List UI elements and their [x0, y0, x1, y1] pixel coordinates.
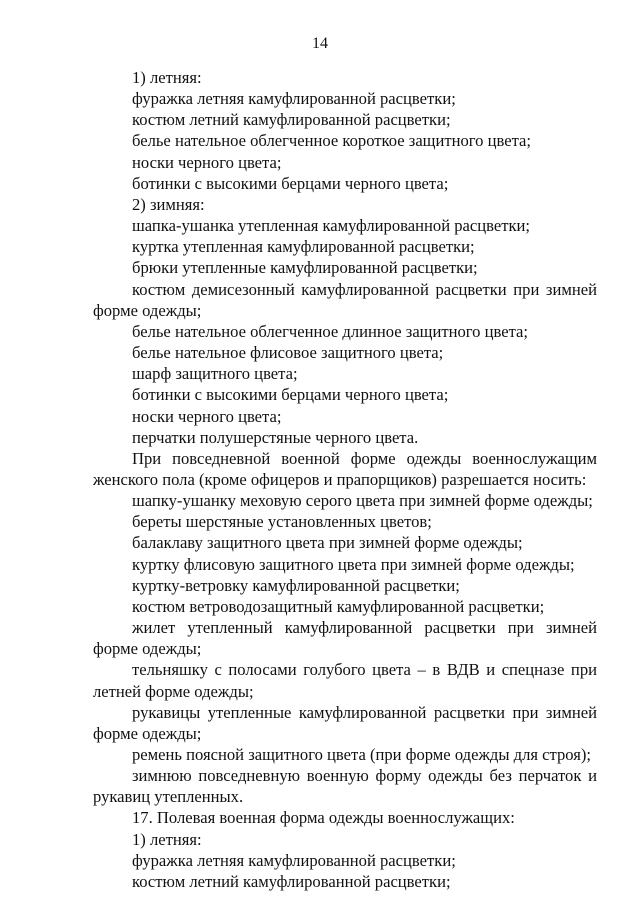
item-winter-jacket: куртка утепленная камуфлированной расцветки; [132, 237, 475, 257]
item-short-underwear: белье нательное облегченное короткое защитного цвета; [132, 131, 532, 151]
item-winter-uniform-no-gloves: зимнюю повседневную военную форму одежды без перчаток и рукавиц утепленных. [93, 766, 597, 807]
paragraph-female-servicemembers: При повседневной военной форме одежды военнослужащим женского пола (кроме офицеров и прапорщиков) разрешается носить: [93, 448, 597, 489]
item-black-socks-winter: носки черного цвета; [132, 406, 282, 426]
item-wool-gloves: перчатки полушерстяные черного цвета. [132, 427, 419, 447]
item-long-underwear: белье нательное облегченное длинное защитного цвета; [132, 321, 529, 341]
item-insulated-vest: жилет утепленный камуфлированной расцветки при зимней форме одежды; [93, 618, 597, 659]
item-high-boots: ботинки с высокими берцами черного цвета; [132, 173, 449, 193]
line-winter-heading: 2) зимняя: [132, 194, 205, 214]
item-insulated-mittens: рукавицы утепленные камуфлированной расцветки при зимней форме одежды; [93, 702, 597, 743]
item-balaclava: балаклаву защитного цвета при зимней форме одежды; [132, 533, 523, 553]
item-berets: береты шерстяные установленных цветов; [132, 512, 432, 532]
line-summer-heading: 1) летняя: [132, 68, 202, 87]
item-summer-cap-2: фуражка летняя камуфлированной расцветки; [132, 850, 456, 870]
item-fleece-jacket: куртку флисовую защитного цвета при зимней форме одежды; [132, 554, 575, 574]
item-winter-hat: шапка-ушанка утепленная камуфлированной расцветки; [132, 216, 531, 236]
item-demi-season-suit: костюм демисезонный камуфлированной расцветки при зимней форме одежды; [93, 279, 597, 320]
item-windproof-suit: костюм ветроводозащитный камуфлированной расцветки; [132, 596, 545, 616]
body-text [93, 67, 597, 892]
item-fleece-underwear: белье нательное флисовое защитного цвета; [132, 343, 444, 363]
line-summer-heading-2: 1) летняя: [132, 829, 202, 849]
item-summer-cap: фуражка летняя камуфлированной расцветки; [132, 89, 456, 109]
item-black-socks: носки черного цвета; [132, 152, 282, 172]
page-number: 14 [312, 35, 328, 52]
item-windbreaker: куртку-ветровку камуфлированной расцветки; [132, 575, 460, 595]
section-17-heading: 17. Полевая военная форма одежды военнослужащих: [132, 808, 515, 828]
item-belt: ремень поясной защитного цвета (при форме одежды для строя); [132, 745, 592, 764]
item-summer-suit: костюм летний камуфлированной расцветки; [132, 110, 451, 130]
item-striped-shirt: тельняшку с полосами голубого цвета – в ВДВ и спецназе при летней форме одежды; [93, 660, 597, 701]
item-high-boots-winter: ботинки с высокими берцами черного цвета; [132, 385, 449, 405]
item-summer-suit-2: костюм летний камуфлированной расцветки; [132, 871, 451, 891]
item-scarf: шарф защитного цвета; [132, 364, 298, 384]
item-fur-hat: шапку-ушанку меховую серого цвета при зимней форме одежды; [132, 491, 593, 511]
item-winter-trousers: брюки утепленные камуфлированной расцветки; [132, 258, 478, 278]
